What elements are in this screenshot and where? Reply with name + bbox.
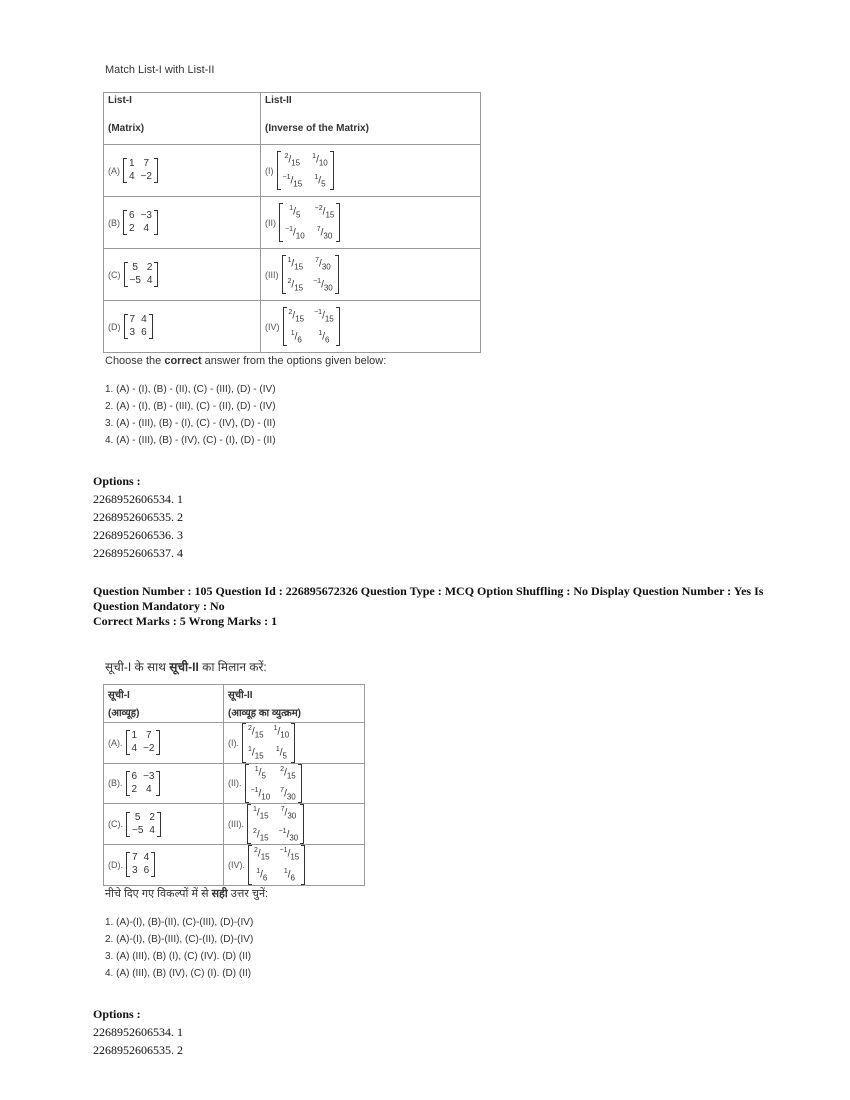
fraction-entry: $^2/_{15}$ xyxy=(248,725,264,740)
matrix-entry: 4 xyxy=(149,824,155,836)
list2-cell xyxy=(261,145,481,197)
fraction-entry: $^7/_{30}$ xyxy=(280,786,296,802)
fraction-entry: $^7/_{30}$ xyxy=(315,256,331,271)
list2-cell xyxy=(224,723,365,764)
denominator: 15 xyxy=(259,832,269,842)
matrix-entry: −3 xyxy=(143,770,155,782)
options-block-1 xyxy=(93,474,183,562)
q1-answer-2: 2. (A) - (I), (B) - (III), (C) - (II), (D) - (IV) xyxy=(105,401,276,412)
numerator: 1 xyxy=(312,152,317,160)
numerator: 1 xyxy=(314,174,319,181)
item-label: (D) xyxy=(108,321,121,332)
q2-answer-list xyxy=(105,914,253,982)
numerator: 7 xyxy=(280,806,285,814)
q1-answer-1: 1. (A) - (I), (B) - (II), (C) - (III), (D) - (IV) xyxy=(105,384,276,395)
denominator: 15 xyxy=(260,852,270,862)
option-2: 2268952606535. 2 xyxy=(93,510,183,524)
q2-col2-header: सूची-II (आव्यूह का व्युत्क्रम) xyxy=(224,685,365,723)
q1-match-table xyxy=(103,92,481,353)
list2-cell xyxy=(261,301,481,353)
bracket-right xyxy=(291,723,295,763)
q2-row-d xyxy=(104,844,365,885)
fraction-entry: $^1/_5$ xyxy=(289,204,301,219)
matrix xyxy=(126,812,161,837)
numerator: −1 xyxy=(285,226,293,233)
bracket-right xyxy=(298,764,302,804)
denominator: 30 xyxy=(321,262,331,271)
bracket-right xyxy=(154,158,158,183)
q1-answer-4: 4. (A) - (III), (B) - (IV), (C) - (I), (D) - (II) xyxy=(105,435,276,446)
list1-cell xyxy=(104,844,224,885)
inverse-matrix xyxy=(282,255,339,295)
q2-answer-1: 1. (A)-(I), (B)-(II), (C)-(III), (D)-(IV) xyxy=(105,917,254,928)
numerator: −1 xyxy=(282,174,291,181)
fraction-entry: $^{-1}/_{15}$ xyxy=(314,308,334,323)
fraction-entry: $^1/_6$ xyxy=(256,868,268,883)
fraction-entry: $^7/_{30}$ xyxy=(316,226,333,241)
bracket-right xyxy=(149,314,153,339)
options-block-2 xyxy=(93,1007,183,1059)
denominator: 15 xyxy=(254,730,264,740)
matrix-entry: 4 xyxy=(146,275,153,286)
matrix xyxy=(126,852,155,877)
denominator: 15 xyxy=(291,158,301,167)
matrix-entry: 2 xyxy=(146,262,153,273)
item-label: (A) xyxy=(108,165,120,176)
bracket-right xyxy=(154,210,158,235)
inverse-matrix xyxy=(242,723,295,763)
item-label: (C). xyxy=(108,819,123,830)
numerator: 1 xyxy=(287,256,292,264)
matrix-entry: 4 xyxy=(143,223,150,234)
numerator: 1 xyxy=(283,868,288,876)
list2-cell xyxy=(224,763,365,804)
matrix-entry: 1 xyxy=(131,730,138,742)
q2-answer-4: 4. (A) (III), (B) (IV), (C) (I). (D) (II) xyxy=(105,968,252,979)
numerator: 1 xyxy=(273,725,278,732)
denominator: 10 xyxy=(318,158,328,167)
numerator: 2 xyxy=(284,152,289,160)
list1-cell xyxy=(104,763,224,804)
bracket-right xyxy=(301,845,305,885)
matrix-entry: −2 xyxy=(143,743,155,755)
matrix-entry: 7 xyxy=(143,158,150,169)
fraction-entry: $^{-2}/_{15}$ xyxy=(314,204,335,219)
numerator: 1 xyxy=(275,746,280,754)
numerator: −1 xyxy=(314,308,323,316)
denominator: 30 xyxy=(286,792,296,802)
matrix-entry: 4 xyxy=(141,314,147,325)
bracket-right xyxy=(335,255,339,295)
numerator: 2 xyxy=(248,725,252,732)
matrix-entry: 2 xyxy=(129,223,135,234)
matrix xyxy=(124,314,153,339)
bracket-right xyxy=(154,262,158,287)
q1-row-a xyxy=(104,145,481,197)
list2-cell xyxy=(224,804,365,845)
inverse-matrix xyxy=(248,845,305,885)
denominator: 15 xyxy=(286,770,296,780)
item-label: (IV). xyxy=(228,859,245,870)
question-meta-line1: Question Number : 105 Question Id : 226895672326 Question Type : MCQ Option Shuffling : No Display Question Number : Yes Is xyxy=(93,584,764,598)
bracket-right xyxy=(157,812,161,837)
matrix-entry: 7 xyxy=(145,730,152,742)
denominator: 10 xyxy=(295,231,305,241)
inverse-matrix xyxy=(279,203,340,243)
item-label: (C) xyxy=(108,269,121,280)
fraction-entry: $^{-1}/_{10}$ xyxy=(250,786,271,802)
list2-cell xyxy=(224,844,365,885)
denominator: 15 xyxy=(324,314,334,323)
matrix-entry: 6 xyxy=(141,327,147,338)
fraction-entry: $^2/_{15}$ xyxy=(253,827,269,842)
denominator: 30 xyxy=(289,832,299,842)
q1-row-b xyxy=(104,197,481,249)
matrix-entry: −5 xyxy=(129,275,141,286)
inverse-matrix xyxy=(283,307,340,347)
fraction-entry: $^{-1}/_{30}$ xyxy=(313,278,333,293)
q2-answer-2: 2. (A)-(I), (B)-(III), (C)-(II), (D)-(IV) xyxy=(105,934,254,945)
option-4: 2268952606537. 4 xyxy=(93,546,183,560)
denominator: 10 xyxy=(261,792,271,802)
numerator: 1 xyxy=(289,204,294,212)
question-meta-line3: Correct Marks : 5 Wrong Marks : 1 xyxy=(93,614,278,628)
denominator: 30 xyxy=(323,283,333,293)
item-label: (I). xyxy=(228,737,239,748)
bracket-right xyxy=(330,151,334,191)
denominator: 6 xyxy=(325,335,330,345)
bracket-right xyxy=(336,203,340,243)
item-label: (IV) xyxy=(265,321,280,332)
q1-answer-3: 3. (A) - (III), (B) - (I), (C) - (IV), (D) - (II) xyxy=(105,418,276,429)
fraction-entry: $^1/_5$ xyxy=(275,746,287,761)
matrix-entry: −5 xyxy=(132,824,144,836)
denominator: 6 xyxy=(290,873,295,883)
item-label: (II) xyxy=(265,217,276,228)
matrix-entry: −3 xyxy=(140,210,152,221)
item-label: (B) xyxy=(108,217,120,228)
q2-answer-3: 3. (A) (III), (B) (I), (C) (IV). (D) (II) xyxy=(105,951,252,962)
inverse-matrix xyxy=(277,151,334,191)
denominator: 10 xyxy=(280,730,290,740)
q1-row-c xyxy=(104,249,481,301)
numerator: −1 xyxy=(250,786,259,794)
fraction-entry: $^{-1}/_{30}$ xyxy=(278,827,299,842)
numerator: 1 xyxy=(248,746,252,754)
q2-choose-instruction: नीचे दिए गए विकल्पों में से सही उत्तर चुनें: xyxy=(105,888,269,900)
fraction-entry: $^1/_{15}$ xyxy=(253,806,269,821)
inverse-matrix xyxy=(247,804,304,844)
matrix-entry: 7 xyxy=(129,314,136,325)
matrix-entry: 3 xyxy=(129,327,136,338)
matrix-entry: 1 xyxy=(129,158,135,169)
bracket-right xyxy=(156,771,160,796)
fraction-entry: $^2/_{15}$ xyxy=(287,278,304,293)
numerator: −1 xyxy=(278,827,287,835)
denominator: 15 xyxy=(293,179,303,189)
denominator: 30 xyxy=(323,231,333,241)
numerator: 7 xyxy=(280,786,285,794)
denominator: 15 xyxy=(254,751,264,761)
denominator: 5 xyxy=(282,751,287,761)
q1-col1-header: List-I (Matrix) xyxy=(104,93,261,145)
item-label: (B). xyxy=(108,778,123,789)
fraction-entry: $^1/_6$ xyxy=(290,330,302,345)
numerator: −2 xyxy=(314,204,323,212)
numerator: 7 xyxy=(316,226,321,233)
fraction-entry: $^1/_{15}$ xyxy=(248,746,264,761)
matrix-entry: 3 xyxy=(132,865,138,877)
list2-cell xyxy=(261,197,481,249)
list1-cell xyxy=(104,301,261,353)
matrix-entry: 5 xyxy=(134,811,141,823)
matrix-entry: 6 xyxy=(131,770,138,782)
numerator: 1 xyxy=(318,330,323,337)
list1-cell xyxy=(104,804,224,845)
numerator: −1 xyxy=(313,278,322,285)
denominator: 6 xyxy=(262,873,268,883)
fraction-entry: $^2/_{15}$ xyxy=(280,765,296,780)
denominator: 5 xyxy=(295,210,301,219)
question-meta xyxy=(93,584,793,629)
question-meta-line2: Question Mandatory : No xyxy=(93,599,225,613)
matrix-entry: 4 xyxy=(143,852,150,864)
fraction-entry: $^1/_{10}$ xyxy=(312,152,328,167)
fraction-entry: $^2/_{15}$ xyxy=(254,846,270,862)
q2-row-c xyxy=(104,804,365,845)
denominator: 15 xyxy=(294,262,304,271)
list1-cell xyxy=(104,723,224,764)
bracket-right xyxy=(336,307,340,347)
matrix xyxy=(126,730,161,755)
option-2: 2268952606535. 2 xyxy=(93,1043,183,1057)
list2-cell xyxy=(261,249,481,301)
numerator: 7 xyxy=(315,256,320,264)
bracket-right xyxy=(156,730,160,755)
matrix-entry: 2 xyxy=(131,783,138,795)
matrix-entry: −2 xyxy=(140,171,152,182)
matrix-entry: 4 xyxy=(131,743,138,755)
matrix-entry: 6 xyxy=(143,865,150,877)
fraction-entry: $^{-1}/_{15}$ xyxy=(279,846,300,862)
list1-cell xyxy=(104,249,261,301)
item-label: (III) xyxy=(265,269,279,280)
q1-col2-header: List-II (Inverse of the Matrix) xyxy=(261,93,481,145)
item-label: (III). xyxy=(228,819,244,830)
q2-intro: सूची-I के साथ सूची-II का मिलान करें: xyxy=(105,660,267,674)
denominator: 6 xyxy=(297,335,302,345)
fraction-entry: $^1/_6$ xyxy=(318,330,330,345)
inverse-matrix xyxy=(245,764,302,804)
q1-row-d xyxy=(104,301,481,353)
numerator: 2 xyxy=(280,765,285,773)
numerator: 2 xyxy=(288,308,293,316)
q2-row-b xyxy=(104,763,365,804)
matrix-entry: 4 xyxy=(145,783,152,795)
numerator: 2 xyxy=(253,827,257,835)
item-label: (I) xyxy=(265,165,274,176)
fraction-entry: $^2/_{15}$ xyxy=(284,152,301,167)
numerator: 1 xyxy=(254,765,259,773)
q1-answer-list xyxy=(105,381,276,449)
matrix xyxy=(123,210,158,235)
fraction-entry: $^2/_{15}$ xyxy=(288,308,305,323)
fraction-entry: $^{-1}/_{15}$ xyxy=(282,174,303,189)
matrix-entry: 7 xyxy=(132,852,138,864)
numerator: 2 xyxy=(254,846,258,854)
denominator: 30 xyxy=(287,811,297,821)
item-label: (D). xyxy=(108,859,123,870)
denominator: 15 xyxy=(259,811,269,821)
option-1: 2268952606534. 1 xyxy=(93,492,183,506)
q1-choose-instruction: Choose the correct answer from the options given below: xyxy=(105,355,387,367)
bracket-right xyxy=(300,804,304,844)
numerator: 2 xyxy=(287,278,292,285)
q2-col1-header: सूची-I (आव्यूह) xyxy=(104,685,224,723)
fraction-entry: $^1/_5$ xyxy=(254,765,266,780)
q2-row-a xyxy=(104,723,365,764)
matrix-entry: 2 xyxy=(149,811,155,823)
matrix xyxy=(124,262,159,287)
list1-cell xyxy=(104,145,261,197)
matrix-entry: 5 xyxy=(132,262,138,273)
matrix-entry: 6 xyxy=(129,210,135,221)
q1-intro: Match List-I with List-II xyxy=(105,64,215,76)
denominator: 15 xyxy=(290,852,300,862)
options-title: Options : xyxy=(93,474,141,488)
options-title: Options : xyxy=(93,1007,141,1021)
matrix xyxy=(123,158,158,183)
numerator: 1 xyxy=(290,330,295,337)
fraction-entry: $^1/_{15}$ xyxy=(287,256,304,271)
denominator: 15 xyxy=(325,210,335,219)
numerator: 1 xyxy=(256,868,261,876)
denominator: 15 xyxy=(295,314,305,323)
item-label: (A). xyxy=(108,737,123,748)
matrix xyxy=(126,771,161,796)
matrix-entry: 4 xyxy=(129,171,135,182)
numerator: −1 xyxy=(279,846,288,854)
item-label: (II). xyxy=(228,778,242,789)
bracket-right xyxy=(151,852,155,877)
denominator: 5 xyxy=(261,770,266,780)
option-1: 2268952606534. 1 xyxy=(93,1025,183,1039)
fraction-entry: $^{-1}/_{10}$ xyxy=(285,226,305,241)
fraction-entry: $^7/_{30}$ xyxy=(280,806,297,821)
denominator: 15 xyxy=(294,283,304,293)
fraction-entry: $^1/_{10}$ xyxy=(273,725,290,740)
numerator: 1 xyxy=(253,806,257,814)
q2-match-table xyxy=(103,684,365,886)
fraction-entry: $^1/_5$ xyxy=(314,174,326,189)
option-3: 2268952606536. 3 xyxy=(93,528,183,542)
denominator: 5 xyxy=(321,179,326,189)
fraction-entry: $^1/_6$ xyxy=(283,868,295,883)
list1-cell xyxy=(104,197,261,249)
